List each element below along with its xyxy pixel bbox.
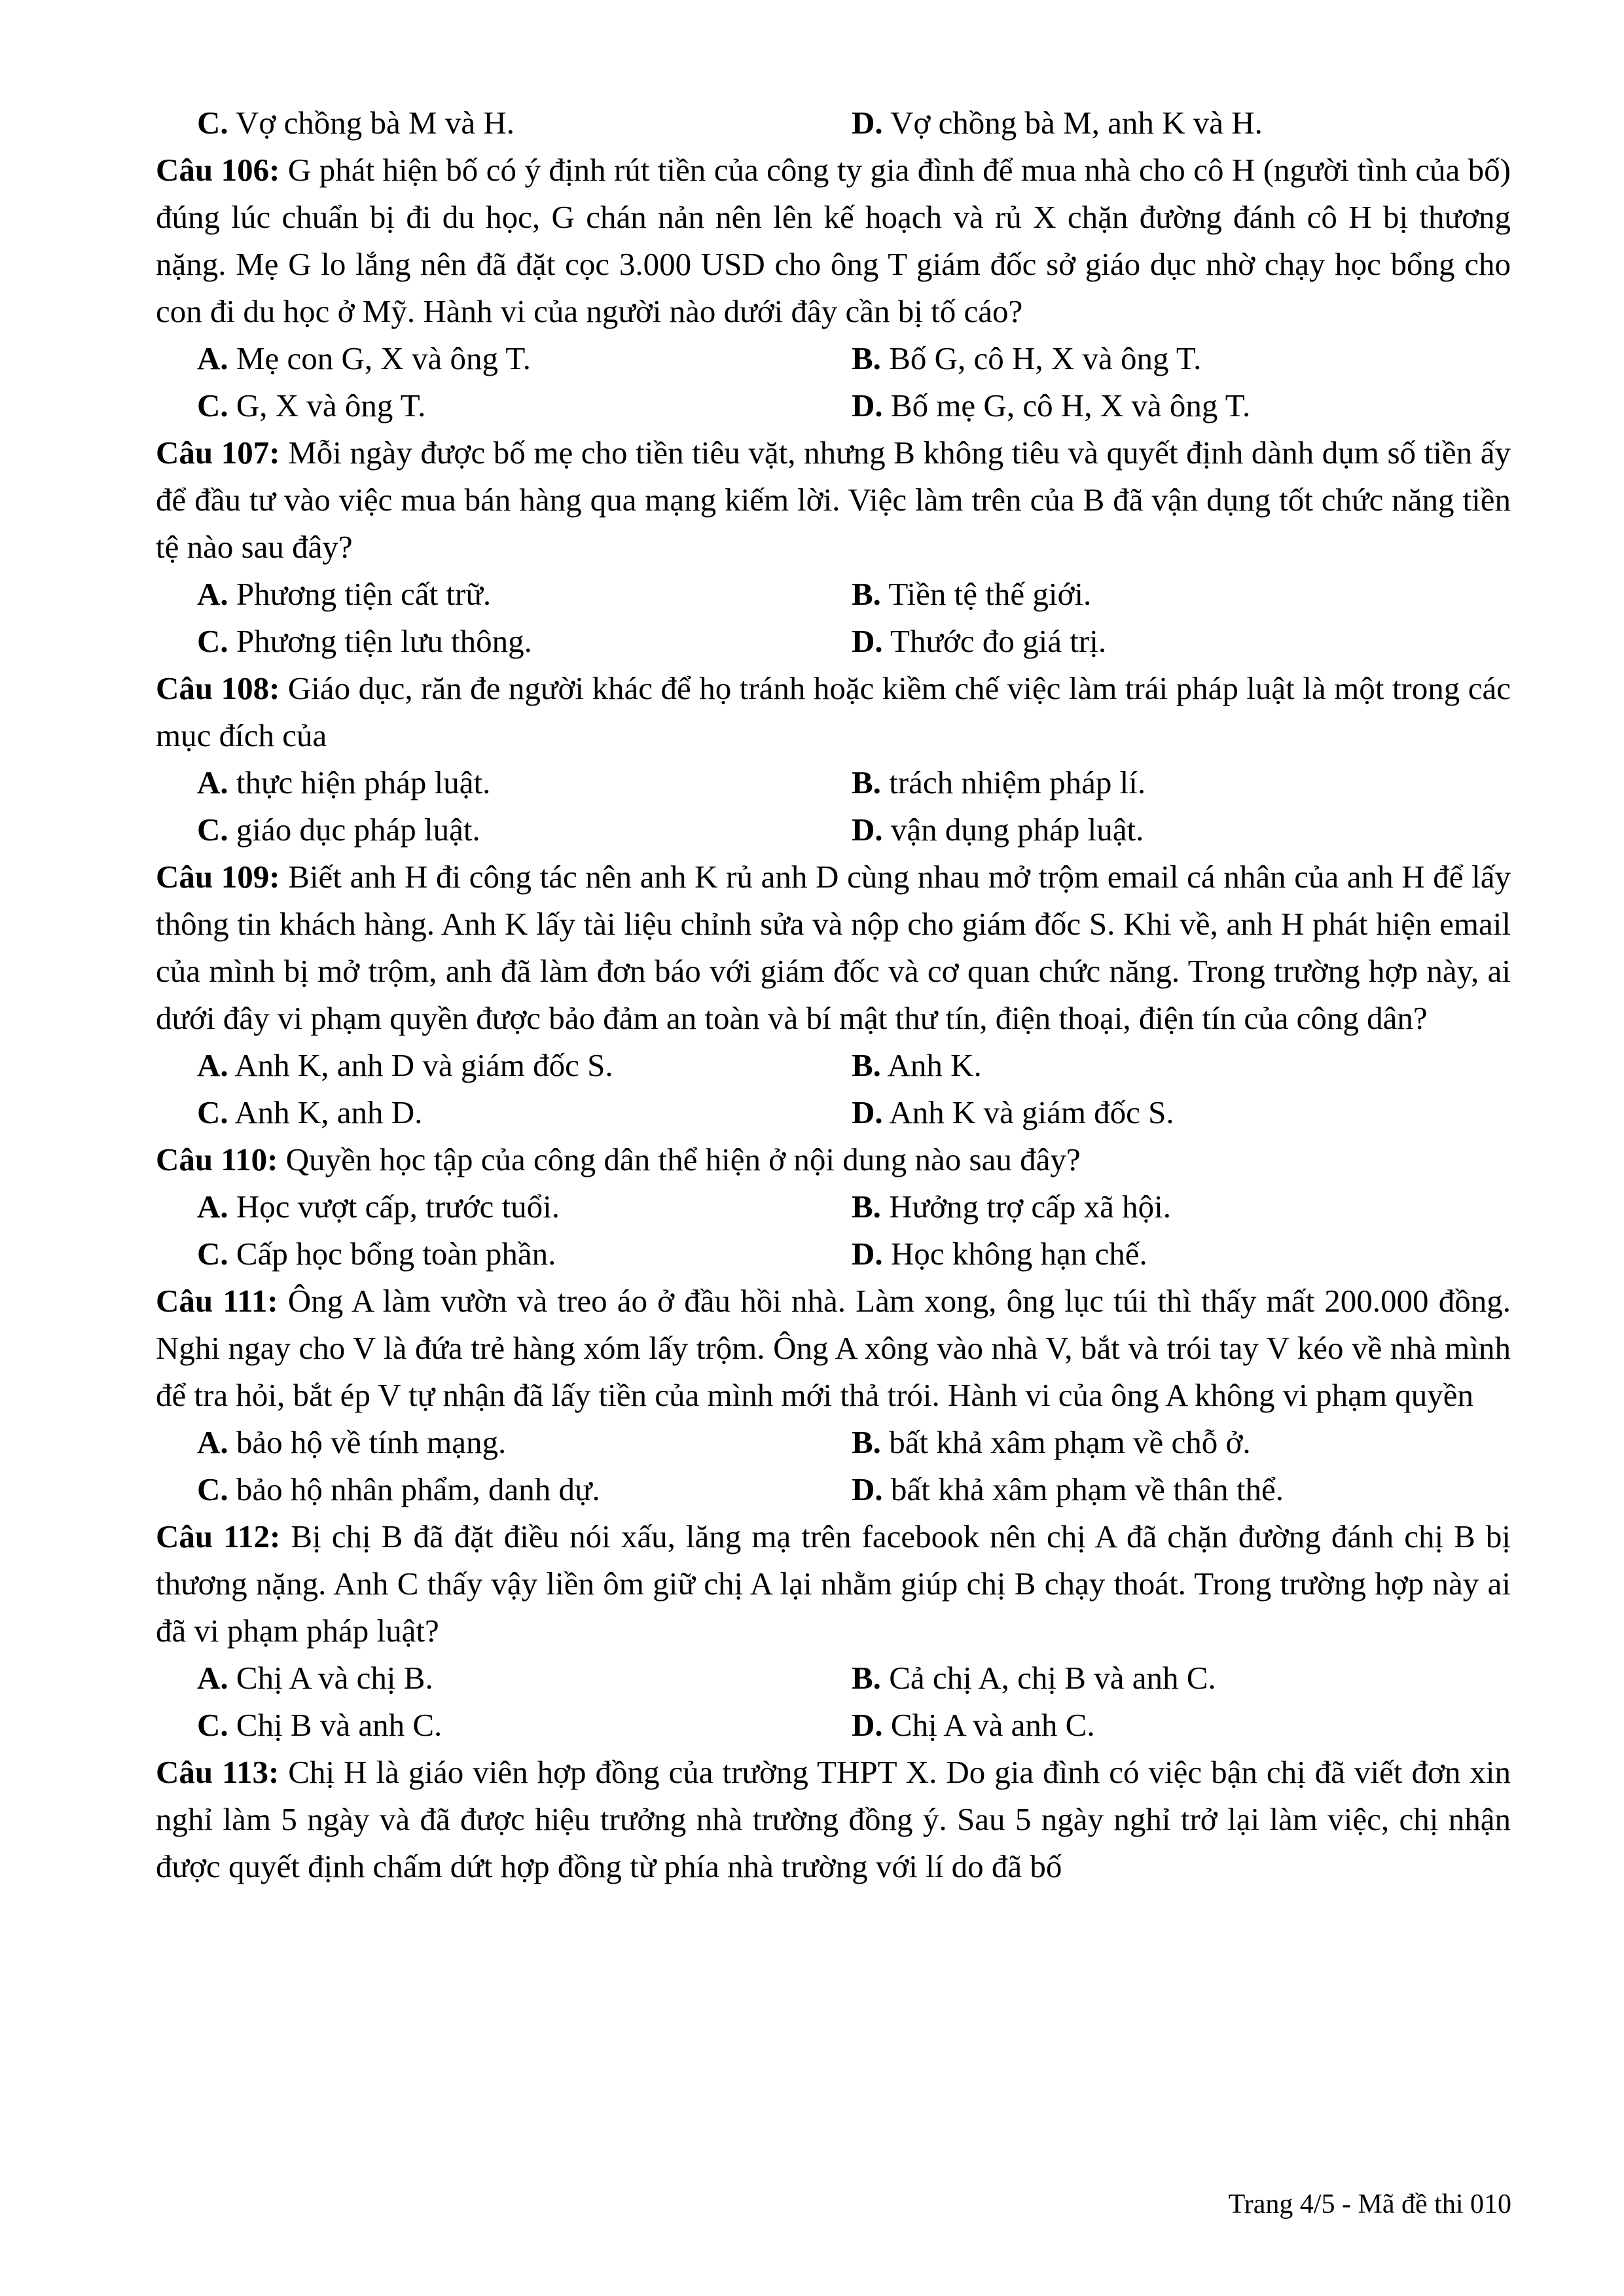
option-text: Vợ chồng bà M, anh K và H. <box>890 105 1263 141</box>
question-text: Giáo dục, răn đe người khác để họ tránh hoặc kiềm chế việc làm trái pháp luật là một trong các mục đích của <box>156 670 1511 753</box>
option-letter: B. <box>852 1047 881 1083</box>
option-letter: C. <box>197 1707 228 1743</box>
option-c <box>197 1466 852 1513</box>
question-text: G phát hiện bố có ý định rút tiền của công ty gia đình để mua nhà cho cô H (người tình của bố) đúng lúc chuẩn bị đi du học, G chán nản nên lên kế hoạch và rủ X chặn đường đánh cô H bị thương nặng. Mẹ G lo lắng nên đã đặt cọc 3.000 USD cho ông T giám đốc sở giáo dục nhờ chạy học bổng cho con đi du học ở Mỹ. Hành vi của người nào dưới đây cần bị tố cáo? <box>156 152 1511 329</box>
question-label: Câu 107: <box>156 435 280 471</box>
option-d <box>852 1702 1506 1749</box>
option-letter: A. <box>197 576 228 612</box>
option-a <box>197 1419 852 1466</box>
question-112 <box>156 1513 1511 1749</box>
option-a <box>197 1655 852 1702</box>
options <box>156 571 1511 665</box>
option-d <box>852 1089 1506 1136</box>
question-label: Câu 113: <box>156 1754 280 1790</box>
option-d <box>852 99 1506 147</box>
question-label: Câu 110: <box>156 1141 278 1177</box>
option-letter: A. <box>197 764 228 800</box>
option-letter: D. <box>852 623 883 659</box>
option-letter: C. <box>197 623 228 659</box>
option-text: thực hiện pháp luật. <box>236 764 491 800</box>
option-letter: C. <box>197 1094 228 1130</box>
option-text: Phương tiện lưu thông. <box>236 623 532 659</box>
option-a <box>197 1183 852 1230</box>
option-letter: B. <box>852 764 881 800</box>
option-letter: A. <box>197 1424 228 1460</box>
option-letter: A. <box>197 1660 228 1696</box>
option-text: Chị A và anh C. <box>890 1707 1095 1743</box>
option-text: Chị B và anh C. <box>236 1707 442 1743</box>
question-label: Câu 108: <box>156 670 280 706</box>
options <box>156 1655 1511 1749</box>
options <box>156 335 1511 429</box>
option-text: Mẹ con G, X và ông T. <box>236 340 531 376</box>
option-text: Anh K và giám đốc S. <box>889 1094 1174 1130</box>
option-letter: D. <box>852 1707 883 1743</box>
option-b <box>852 1042 1506 1089</box>
option-letter: D. <box>852 1094 883 1130</box>
option-text: Thước đo giá trị. <box>890 623 1107 659</box>
option-text: Bố G, cô H, X và ông T. <box>889 340 1202 376</box>
question-label: Câu 109: <box>156 859 280 895</box>
option-b <box>852 335 1506 382</box>
question-stem <box>156 147 1511 335</box>
option-letter: D. <box>852 387 883 423</box>
option-text: G, X và ông T. <box>236 387 426 423</box>
option-letter: B. <box>852 1660 881 1696</box>
option-text: Hưởng trợ cấp xã hội. <box>889 1189 1171 1225</box>
options <box>156 1419 1511 1513</box>
previous-question-options <box>156 99 1511 147</box>
question-text: Chị H là giáo viên hợp đồng của trường THPT X. Do gia đình có việc bận chị đã viết đơn xin nghỉ làm 5 ngày và đã được hiệu trưởng nhà trường đồng ý. Sau 5 ngày nghỉ trở lại làm việc, chị nhận được quyết định chấm dứt hợp đồng từ phía nhà trường với lí do đã bố <box>156 1754 1511 1884</box>
option-c <box>197 618 852 665</box>
option-letter: C. <box>197 1471 228 1507</box>
option-text: vận dụng pháp luật. <box>890 812 1144 848</box>
option-letter: D. <box>852 105 883 141</box>
option-letter: A. <box>197 1189 228 1225</box>
question-text: Ông A làm vườn và treo áo ở đầu hồi nhà. Làm xong, ông lục túi thì thấy mất 200.000 đồng. Nghi ngay cho V là đứa trẻ hàng xóm lấy trộm. Ông A xông vào nhà V, bắt và trói tay V kéo về nhà mình để tra hỏi, bắt ép V tự nhận đã lấy tiền của mình mới thả trói. Hành vi của ông A không vi phạm quyền <box>156 1283 1511 1413</box>
option-text: Học không hạn chế. <box>890 1236 1147 1272</box>
option-text: Cấp học bổng toàn phần. <box>236 1236 556 1272</box>
question-label: Câu 106: <box>156 152 280 188</box>
question-stem <box>156 665 1511 759</box>
option-d <box>852 806 1506 853</box>
question-stem <box>156 429 1511 571</box>
option-letter: D. <box>852 1236 883 1272</box>
question-text: Quyền học tập của công dân thể hiện ở nội dung nào sau đây? <box>285 1141 1081 1177</box>
question-text: Mỗi ngày được bố mẹ cho tiền tiêu vặt, nhưng B không tiêu và quyết định dành dụm số tiền ấy để đầu tư vào việc mua bán hàng qua mạng kiếm lời. Việc làm trên của B đã vận dụng tốt chức năng tiền tệ nào sau đây? <box>156 435 1511 565</box>
option-a <box>197 335 852 382</box>
option-letter: B. <box>852 576 881 612</box>
option-letter: C. <box>197 812 228 848</box>
option-d <box>852 1466 1506 1513</box>
option-letter: B. <box>852 340 881 376</box>
question-stem <box>156 1278 1511 1419</box>
option-text: Phương tiện cất trữ. <box>236 576 492 612</box>
option-text: Chị A và chị B. <box>236 1660 433 1696</box>
option-c <box>197 1089 852 1136</box>
question-text: Bị chị B đã đặt điều nói xấu, lăng mạ trên facebook nên chị A đã chặn đường đánh chị B bị thương nặng. Anh C thấy vậy liền ôm giữ chị A lại nhằm giúp chị B chạy thoát. Trong trường hợp này ai đã vi phạm pháp luật? <box>156 1518 1511 1649</box>
options <box>156 1183 1511 1278</box>
option-text: Học vượt cấp, trước tuổi. <box>236 1189 560 1225</box>
option-text: trách nhiệm pháp lí. <box>889 764 1146 800</box>
option-d <box>852 618 1506 665</box>
options <box>156 1042 1511 1136</box>
question-108 <box>156 665 1511 853</box>
option-d <box>852 1230 1506 1278</box>
option-c <box>197 1702 852 1749</box>
option-d <box>852 382 1506 429</box>
question-107 <box>156 429 1511 665</box>
question-106 <box>156 147 1511 429</box>
option-text: Anh K. <box>887 1047 982 1083</box>
option-b <box>852 759 1506 806</box>
option-b <box>852 571 1506 618</box>
option-c <box>197 99 852 147</box>
page-footer: Trang 4/5 - Mã đề thi 010 <box>1228 2189 1511 2219</box>
option-a <box>197 1042 852 1089</box>
option-text: bảo hộ nhân phẩm, danh dự. <box>236 1471 600 1507</box>
option-c <box>197 382 852 429</box>
option-letter: D. <box>852 1471 883 1507</box>
question-text: Biết anh H đi công tác nên anh K rủ anh D cùng nhau mở trộm email cá nhân của anh H để lấy thông tin khách hàng. Anh K lấy tài liệu chỉnh sửa và nộp cho giám đốc S. Khi về, anh H phát hiện email của mình bị mở trộm, anh đã làm đơn báo với giám đốc và cơ quan chức năng. Trong trường hợp này, ai dưới đây vi phạm quyền được bảo đảm an toàn và bí mật thư tín, điện thoại, điện tín của công dân? <box>156 859 1511 1036</box>
question-label: Câu 112: <box>156 1518 281 1554</box>
option-letter: A. <box>197 340 228 376</box>
option-a <box>197 759 852 806</box>
option-letter: B. <box>852 1189 881 1225</box>
option-text: Cả chị A, chị B và anh C. <box>889 1660 1216 1696</box>
question-stem <box>156 1136 1511 1183</box>
question-stem <box>156 1749 1511 1890</box>
question-stem <box>156 1513 1511 1655</box>
option-b <box>852 1183 1506 1230</box>
question-111 <box>156 1278 1511 1513</box>
option-letter: A. <box>197 1047 228 1083</box>
option-text: giáo dục pháp luật. <box>236 812 480 848</box>
option-text: Tiền tệ thế giới. <box>888 576 1092 612</box>
option-text: Anh K, anh D và giám đốc S. <box>234 1047 613 1083</box>
option-letter: B. <box>852 1424 881 1460</box>
question-109 <box>156 853 1511 1136</box>
option-letter: C. <box>197 387 228 423</box>
option-letter: C. <box>197 105 228 141</box>
option-text: bất khả xâm phạm về chỗ ở. <box>889 1424 1251 1460</box>
option-text: Anh K, anh D. <box>234 1094 423 1130</box>
option-text: Vợ chồng bà M và H. <box>236 105 515 141</box>
option-text: bảo hộ về tính mạng. <box>236 1424 507 1460</box>
option-letter: C. <box>197 1236 228 1272</box>
option-b <box>852 1655 1506 1702</box>
option-c <box>197 806 852 853</box>
option-b <box>852 1419 1506 1466</box>
option-c <box>197 1230 852 1278</box>
option-a <box>197 571 852 618</box>
exam-page <box>156 99 1511 1890</box>
question-113 <box>156 1749 1511 1890</box>
question-label: Câu 111: <box>156 1283 278 1319</box>
option-letter: D. <box>852 812 883 848</box>
question-stem <box>156 853 1511 1042</box>
options <box>156 759 1511 853</box>
question-110 <box>156 1136 1511 1278</box>
option-text: Bố mẹ G, cô H, X và ông T. <box>890 387 1251 423</box>
option-text: bất khả xâm phạm về thân thể. <box>890 1471 1284 1507</box>
